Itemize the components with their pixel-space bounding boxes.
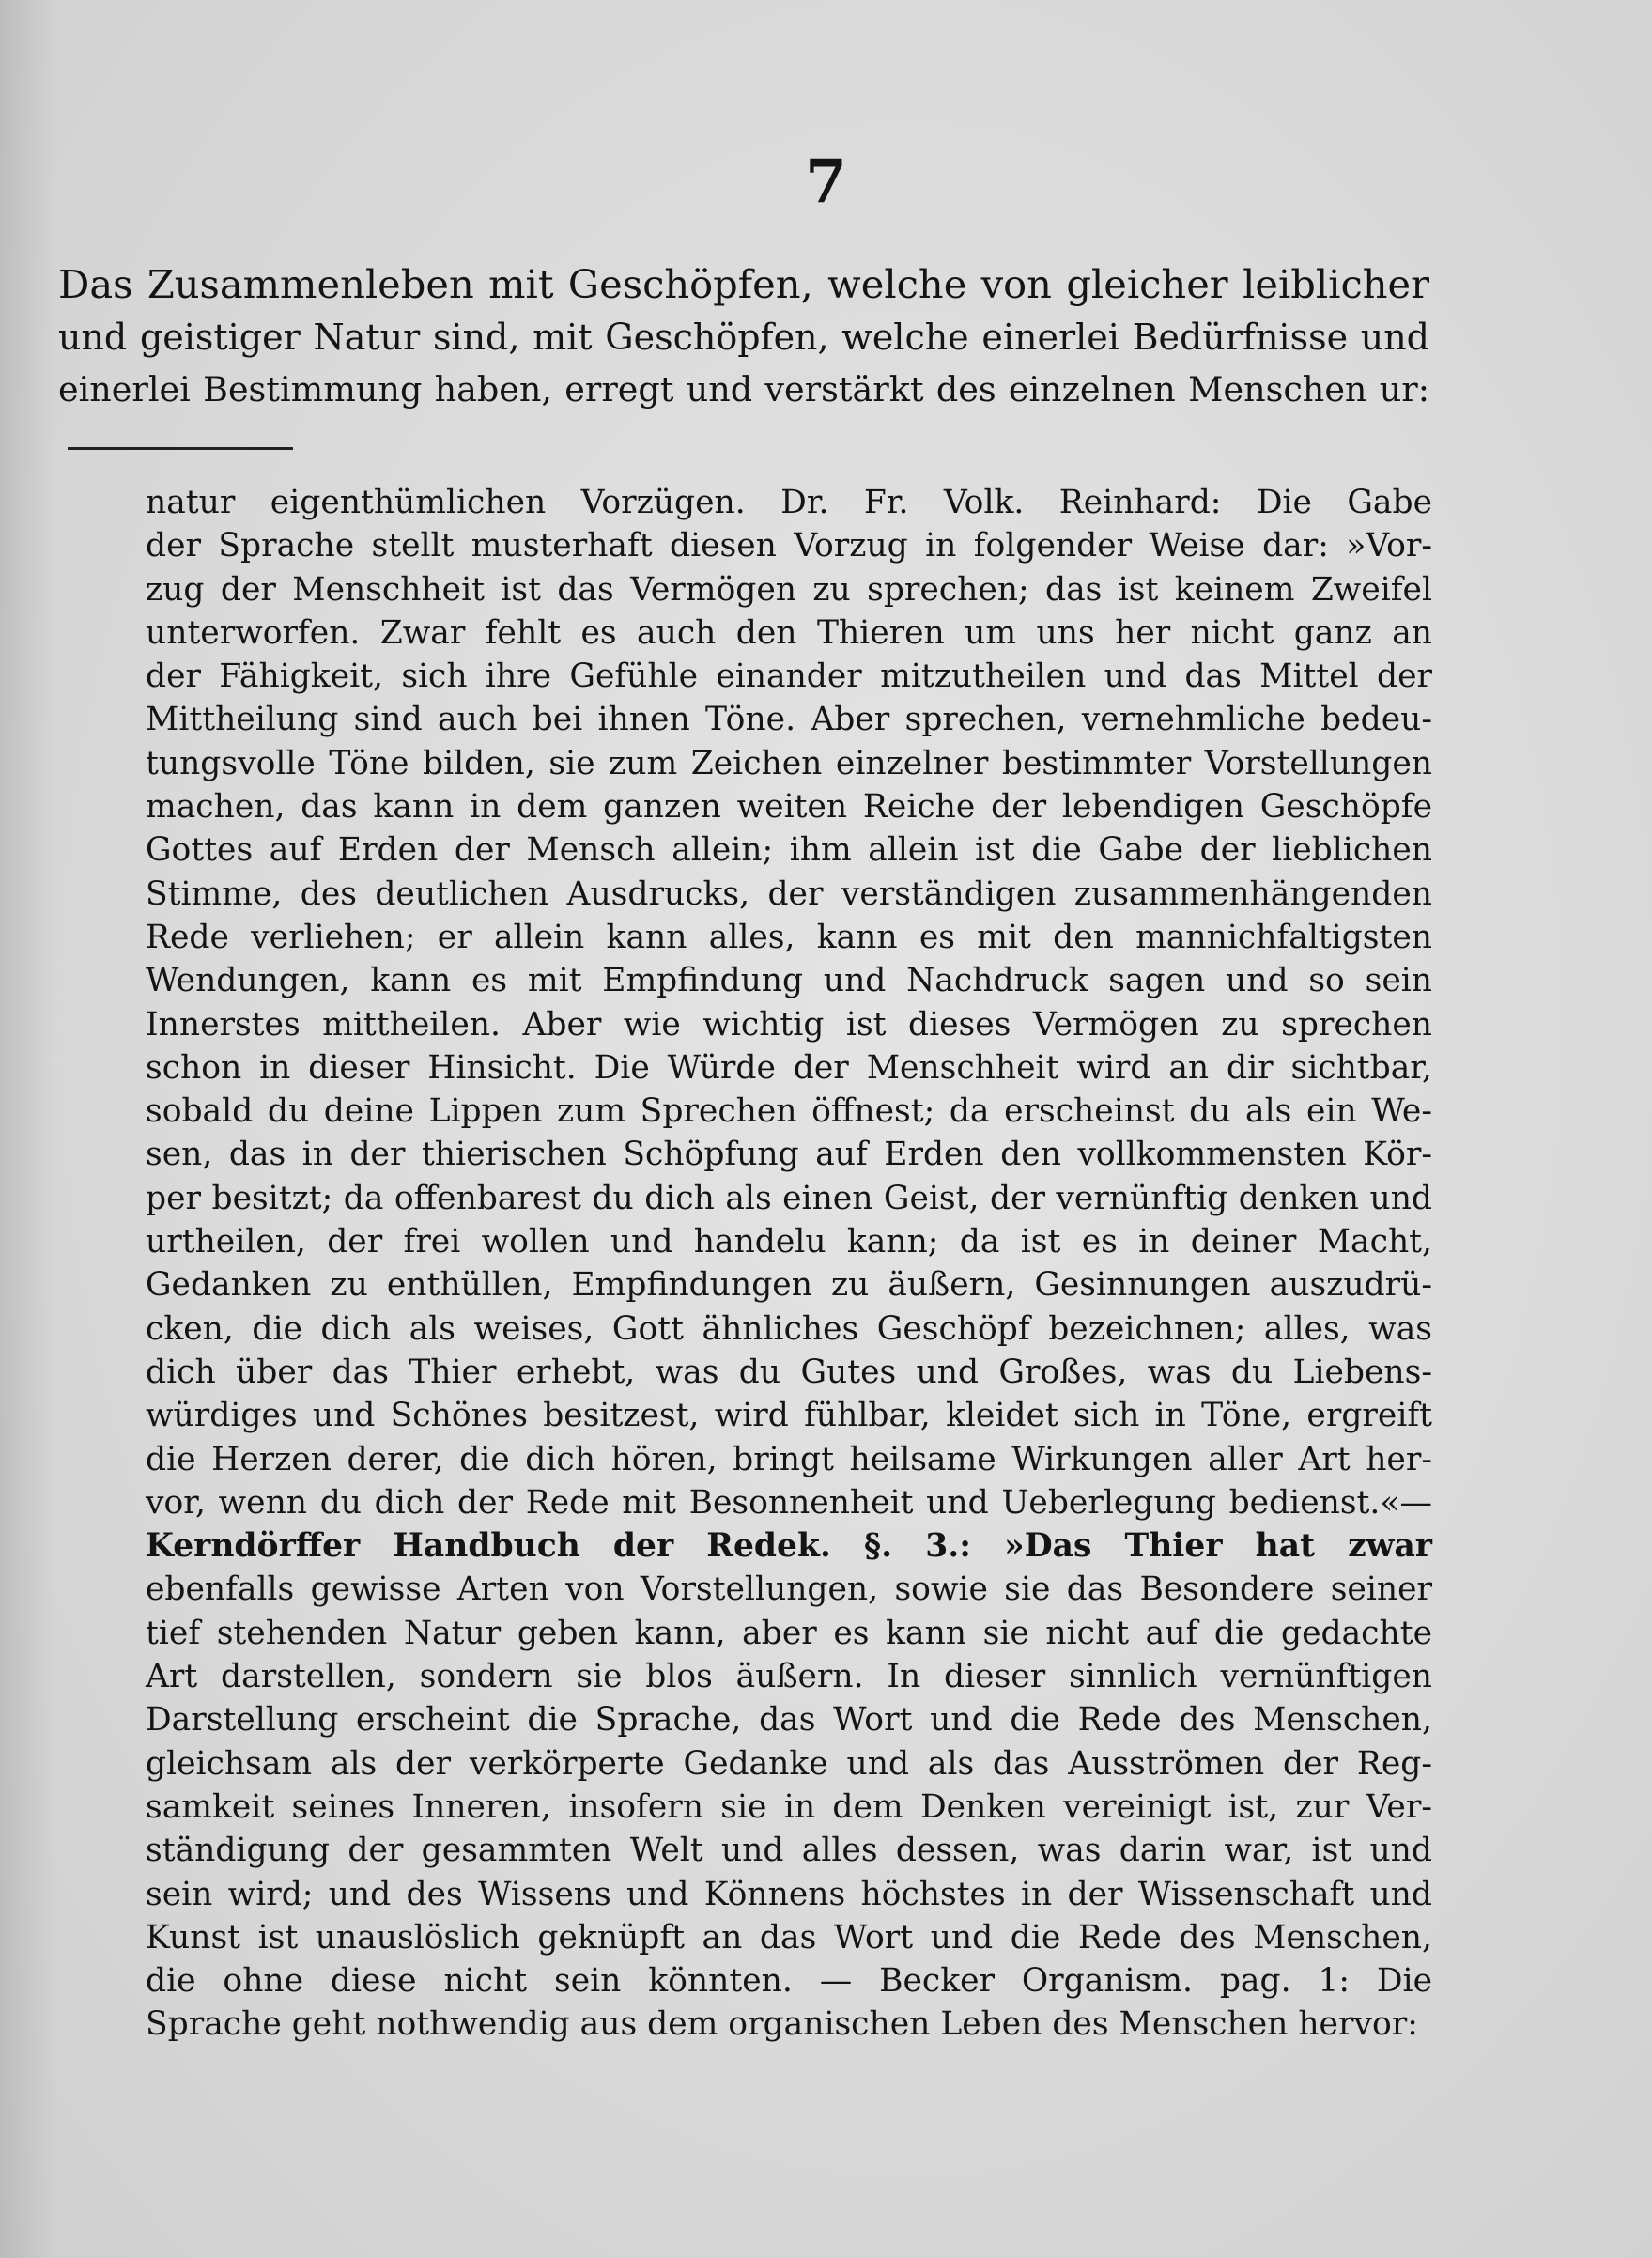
footnote-line: ebenfalls gewisse Arten von Vorstellungen, sowie sie das Besondere seiner: [146, 1570, 1432, 1609]
footnote-line: Art darstellen, sondern sie blos äußern. In dieser sinnlich vernünftigen: [146, 1658, 1432, 1696]
footnote-line: sein wird; und des Wissens und Könnens höchstes in der Wissenschaft und: [146, 1875, 1432, 1913]
main-text-line: und geistiger Natur sind, mit Geschöpfen, welche einerlei Bedürfnisse und: [58, 317, 1429, 358]
footnote-line: tief stehenden Natur geben kann, aber es kann sie nicht auf die gedachte: [146, 1614, 1432, 1652]
footnote-line: dich über das Thier erhebt, was du Gutes und Großes, was du Liebens-: [146, 1353, 1432, 1391]
footnote-line: Innerstes mittheilen. Aber wie wichtig ist dieses Vermögen zu sprechen: [146, 1005, 1432, 1044]
footnote-line: per besitzt; da offenbarest du dich als einen Geist, der vernünftig denken und: [146, 1179, 1432, 1217]
footnote-line: samkeit seines Inneren, insofern sie in dem Denken vereinigt ist, zur Ver-: [146, 1787, 1432, 1826]
page-edge-shadow: [0, 0, 56, 2258]
footnote-line: tungsvolle Töne bilden, sie zum Zeichen einzelner bestimmter Vorstellungen: [146, 744, 1432, 782]
footnote-line: gleichsam als der verkörperte Gedanke und als das Ausströmen der Reg-: [146, 1744, 1432, 1783]
main-text-line: einerlei Bestimmung haben, erregt und verstärkt des einzelnen Menschen ur:: [58, 369, 1429, 410]
footnote-line: natur eigenthümlichen Vorzügen. Dr. Fr. Volk. Reinhard: Die Gabe: [146, 484, 1432, 521]
footnote-line: Kerndörffer Handbuch der Redek. §. 3.: »Das Thier hat zwar: [146, 1527, 1432, 1566]
footnote-line: Rede verliehen; er allein kann alles, kann es mit den mannichfaltigsten: [146, 918, 1432, 956]
main-text-block: [58, 258, 1429, 416]
footnote-line: sobald du deine Lippen zum Sprechen öffnest; da erscheinst du als ein We-: [146, 1092, 1432, 1131]
footnote-line: ständigung der gesammten Welt und alles dessen, was darin war, ist und: [146, 1832, 1432, 1870]
footnote-line: Gedanken zu enthüllen, Empfindungen zu äußern, Gesinnungen auszudrü-: [146, 1266, 1432, 1305]
footnote-line: Kunst ist unauslöslich geknüpft an das Wort und die Rede des Menschen,: [146, 1918, 1432, 1956]
footnote-line: Stimme, des deutlichen Ausdrucks, der verständigen zusammenhängenden: [146, 874, 1432, 913]
footnote-line: würdiges und Schönes besitzest, wird fühlbar, kleidet sich in Töne, ergreift: [146, 1397, 1432, 1435]
footnote-block: [146, 481, 1432, 2047]
footnote-line: vor, wenn du dich der Rede mit Besonnenheit und Ueberlegung bedienst.«—: [146, 1483, 1432, 1522]
footnote-line: unterworfen. Zwar fehlt es auch den Thieren um uns her nicht ganz an: [146, 613, 1432, 652]
footnote-line: die ohne diese nicht sein könnten. — Becker Organism. pag. 1: Die: [146, 1962, 1432, 2001]
footnote-line: Sprache geht nothwendig aus dem organischen Leben des Menschen hervor:: [146, 2005, 1418, 2044]
footnote-line: cken, die dich als weises, Gott ähnliches Geschöpf bezeichnen; alles, was: [146, 1309, 1432, 1348]
footnote-line: Darstellung erscheint die Sprache, das Wort und die Rede des Menschen,: [146, 1701, 1432, 1740]
footnote-line: sen, das in der thierischen Schöpfung auf Erden den vollkommensten Kör-: [146, 1136, 1432, 1174]
footnote-line: die Herzen derer, die dich hören, bringt heilsame Wirkungen aller Art her-: [146, 1440, 1432, 1478]
footnote-line: machen, das kann in dem ganzen weiten Reiche der lebendigen Geschöpfe: [146, 788, 1432, 827]
footnote-line: Wendungen, kann es mit Empfindung und Nachdruck sagen und so sein: [146, 962, 1432, 1000]
footnote-separator-rule: [68, 447, 293, 450]
footnote-line: schon in dieser Hinsicht. Die Würde der Menschheit wird an dir sichtbar,: [146, 1048, 1432, 1087]
main-text-line: Das Zusammenleben mit Geschöpfen, welche von gleicher leiblicher: [58, 261, 1429, 307]
footnote-line: Gottes auf Erden der Mensch allein; ihm allein ist die Gabe der lieblichen: [146, 831, 1432, 870]
footnote-line: der Sprache stellt musterhaft diesen Vorzug in folgender Weise dar: »Vor-: [146, 527, 1432, 565]
page-number: 7: [805, 147, 847, 217]
footnote-line: Mittheilung sind auch bei ihnen Töne. Aber sprechen, vernehmliche bedeu-: [146, 701, 1432, 739]
footnote-line: zug der Menschheit ist das Vermögen zu sprechen; das ist keinem Zweifel: [146, 570, 1432, 609]
footnote-line: urtheilen, der frei wollen und handelu kann; da ist es in deiner Macht,: [146, 1223, 1432, 1261]
footnote-line: der Fähigkeit, sich ihre Gefühle einander mitzutheilen und das Mittel der: [146, 657, 1432, 696]
